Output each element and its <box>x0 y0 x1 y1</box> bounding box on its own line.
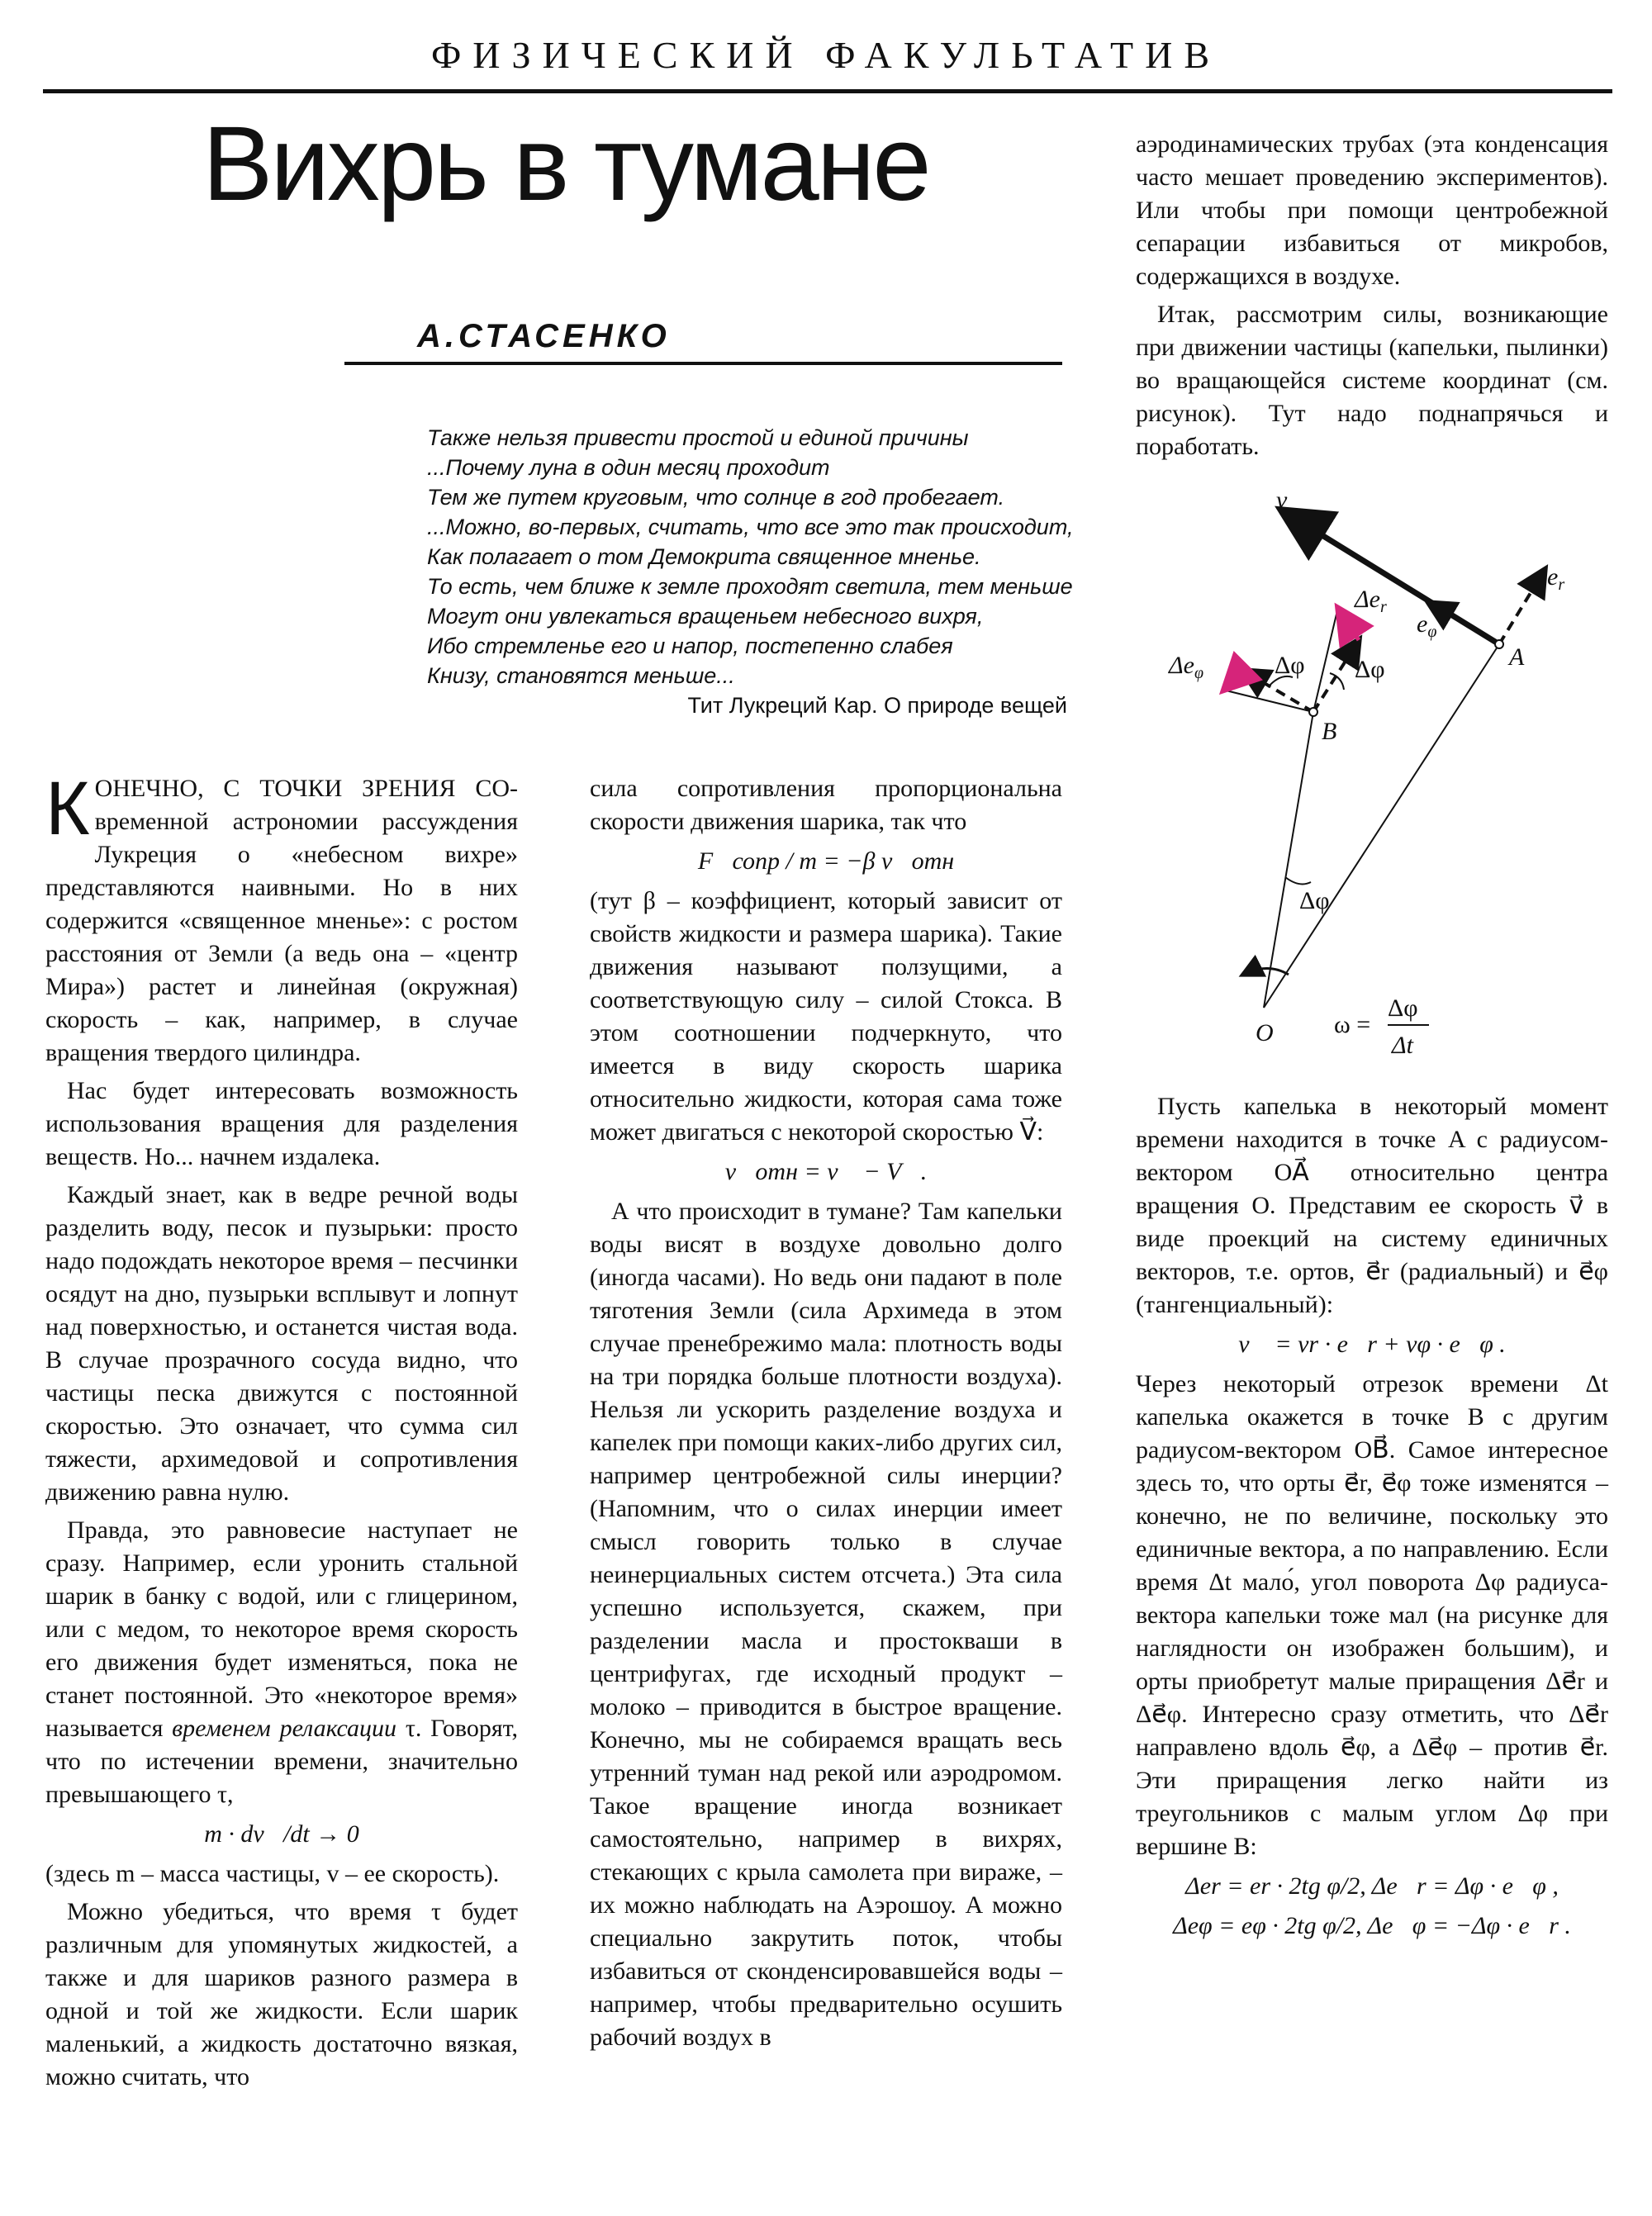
paragraph: (тут β – коэффициент, который зависит от свойств жидкости и размера шарика). Такие движения называют ползущими, а соответствующую силу – силой Стокса. В этом соотношении подчеркнуто, что имеется в виду скорость шарика относительно жидкости, которая сама тоже может двигаться с некоторой скоростью V⃗: <box>590 887 1062 1146</box>
delta-er-vector <box>1339 610 1359 640</box>
author-rule <box>344 362 1062 365</box>
label-v: v <box>1276 486 1288 514</box>
author-name: А.СТАСЕНКО <box>417 318 671 354</box>
paragraph: Можно убедиться, что время τ будет различным для упомянутых жидкостей, а также и для шариков разного размера в одной и той же жидкости. Если шарик маленький, а жидкость достаточно вязкая, можно считать, что <box>45 1898 518 2090</box>
column-3-top <box>1136 128 1608 468</box>
epigraph-line: Книзу, становятся меньше... <box>427 663 735 688</box>
paragraph: Правда, это равновесие наступает не сразу. Например, если уронить стальной шарик в банку с водой, или с глицерином, или с медом, то некоторое время скорость его движения будет изменяться, пока не станет постоянной. Это «некоторое время» называется временем релаксации τ. Говорят, что по истечении времени, значительно превышающего τ, <box>45 1516 518 1808</box>
label-B: B <box>1322 718 1337 745</box>
column-2 <box>590 772 1062 2059</box>
drop-cap: К <box>45 766 90 851</box>
paragraph: сила сопротивления пропорциональна скорости движения шарика, так что <box>590 775 1062 835</box>
angle-arc-O <box>1285 877 1311 884</box>
column-1 <box>45 766 518 2099</box>
formula: m · dv⃗/dt → 0 <box>204 1820 359 1848</box>
radius-OA <box>1264 644 1499 1008</box>
epigraph <box>427 423 1074 720</box>
paragraph: Через некоторый отрезок времени Δt капелька окажется в точке B с другим радиусом-вектором OB⃗. Самое интересное здесь то, что орты e⃗r, e⃗φ тоже изменятся – конечно, не по величине, поскольку это единичные вектора, а по направлению. Если время Δt мало́, угол поворота Δφ радиуса-вектора капельки тоже мал (на рисунке для наглядности он изображен большим), и орты приобретут малые приращения Δe⃗r и Δe⃗φ. Интересно сразу отметить, что Δe⃗r направлено вдоль e⃗φ, а Δe⃗φ – против e⃗r. Эти приращения легко найти из треугольников с малым углом Δφ при вершине B: <box>1136 1370 1608 1860</box>
omega-lhs: ω = <box>1334 1011 1371 1038</box>
paragraph: аэродинамических трубах (эта конденсация часто мешает проведению экспериментов). Или чтобы при помощи центробежной сепарации избавиться от микробов, содержащихся в воздухе. <box>1136 130 1608 290</box>
epigraph-line: ...Можно, во-первых, считать, что все это так происходит, <box>427 515 1074 539</box>
label-dphi-B-left: Δφ <box>1275 652 1305 679</box>
rotation-arrow <box>1243 969 1289 975</box>
vector-diagram <box>1152 479 1598 1074</box>
label-er: $e_r$ <box>1547 563 1565 594</box>
header-rule <box>43 89 1612 93</box>
point-B <box>1309 708 1317 716</box>
label-ephi: $e_\varphi$ <box>1417 610 1437 641</box>
paragraph: А что происходит в тумане? Там капельки воды висят в воздухе довольно долго (иногда часами). Но ведь они падают в поле тяготения Земли (сила Архимеда в этом случае пренебрежимо мала: плотность воды на три порядка больше плотности воздуха). Нельзя ли ускорить разделение воздуха и капелек при помощи каких-либо других сил, например центробежной силы инерции? (Напомним, что о силах инерции имеет смысл говорить только в случае неинерциальных систем отсчета.) Эта сила успешно используется, скажем, при разделении масла и простокваши в центрифугах, где исходный продукт – молоко – приводится в быстрое вращение. Конечно, мы не собираемся вращать весь утренний туман над рекой или аэродромом. Такое вращение иногда возникает самостоятельно, например в вихрях, стекающих с крыла самолета при вираже, – их можно наблюдать на Аэрошоу. А можно специально закрутить поток, чтобы избавиться от сконденсировавшейся воды – например, чтобы предварительно осушить рабочий воздух в <box>590 1198 1062 2051</box>
label-delta-er: $\Delta e_r$ <box>1355 586 1387 616</box>
delta-ephi-vector <box>1225 671 1243 689</box>
label-delta-ephi: $\Delta e_\varphi$ <box>1169 652 1204 682</box>
label-O: O <box>1256 1019 1274 1046</box>
paragraph: Каждый знает, как в ведре речной воды разделить воду, песок и пузырьки: просто надо подождать некоторое время – песчинки осядут на дно, пузырьки всплывут и лопнут над поверхностью, и останется чистая вода. В случае прозрачного сосуда видно, что частицы песка движутся с постоянной скоростью. Это означает, что сумма сил тяжести, архимедовой и сопротивления движению равна нулю. <box>45 1181 518 1506</box>
radius-OB <box>1264 712 1313 1008</box>
epigraph-line: Могут они увлекаться вращеньем небесного вихря, <box>427 604 984 629</box>
formula: F⃗сопр / m = −β v⃗отн <box>697 847 955 875</box>
section-header: ФИЗИЧЕСКИЙ ФАКУЛЬТАТИВ <box>430 34 1222 76</box>
ort-er-at-A <box>1499 570 1545 644</box>
epigraph-line: То есть, чем ближе к земле проходят светила, тем меньше <box>427 574 1073 599</box>
paragraph: Нас будет интересовать возможность использования вращения для разделения веществ. Но... начнем издалека. <box>45 1077 518 1170</box>
paragraph: (здесь m – масса частицы, v – ее скорость). <box>45 1860 500 1887</box>
formula: v⃗отн = v⃗ − V⃗. <box>724 1158 928 1185</box>
label-dphi-B-right: Δφ <box>1355 656 1385 683</box>
formula: v⃗ = vr · e⃗r + vφ · e⃗φ . <box>1238 1331 1506 1358</box>
term-italic: временем релаксации <box>172 1715 397 1742</box>
epigraph-line: Тем же путем круговым, что солнце в год пробегает. <box>427 485 1005 510</box>
label-dphi-O: Δφ <box>1299 887 1330 914</box>
column-3-bottom <box>1136 1090 1608 1949</box>
epigraph-source: Тит Лукреций Кар. О природе вещей <box>687 693 1067 718</box>
label-A: A <box>1509 643 1525 671</box>
epigraph-line: Ибо стремленье его и напор, постепенно слабея <box>427 633 953 658</box>
point-A <box>1495 640 1503 648</box>
epigraph-line: ...Почему луна в один месяц проходит <box>427 455 830 480</box>
formula: Δeφ = eφ · 2tg φ/2, Δe⃗φ = −Δφ · e⃗r . <box>1173 1912 1571 1939</box>
epigraph-line: Как полагает о том Демокрита священное мненье. <box>427 544 981 569</box>
article-title: Вихрь в тумане <box>202 105 929 223</box>
ort-er-rotated <box>1313 607 1338 712</box>
paragraph: КОНЕЧНО, С ТОЧКИ ЗРЕНИЯ СО-временной астрономии рассуждения Лукреция о «небесном вихре» представляются наивными. Но в них содержится «священное мненье»: с ростом расстояния от Земли (а ведь она – «центр Мира») растет и линейная (окружная) скорость – как, например, в случае вращения твердого цилиндра. <box>45 766 518 1066</box>
ort-ephi-rotated <box>1222 690 1313 712</box>
formula: Δer = er · 2tg φ/2, Δe⃗r = Δφ · e⃗φ , <box>1185 1872 1559 1900</box>
epigraph-line: Также нельзя привести простой и единой причины <box>427 425 969 450</box>
paragraph: Пусть капелька в некоторый момент времени находится в точке A с радиусом-вектором OA⃗ относительно центра вращения O. Представим ее скорость v⃗ в виде проекций на систему единичных векторов, т.е. ортов, e⃗r (радиальный) и e⃗φ (тангенциальный): <box>1136 1093 1608 1318</box>
omega-denominator: Δt <box>1392 1032 1413 1059</box>
omega-numerator: Δφ <box>1388 994 1418 1022</box>
paragraph: Итак, рассмотрим силы, возникающие при движении частицы (капельки, пылинки) во вращающейся системе координат (см. рисунок). Тут надо поднапрячься и поработать. <box>1136 301 1608 460</box>
